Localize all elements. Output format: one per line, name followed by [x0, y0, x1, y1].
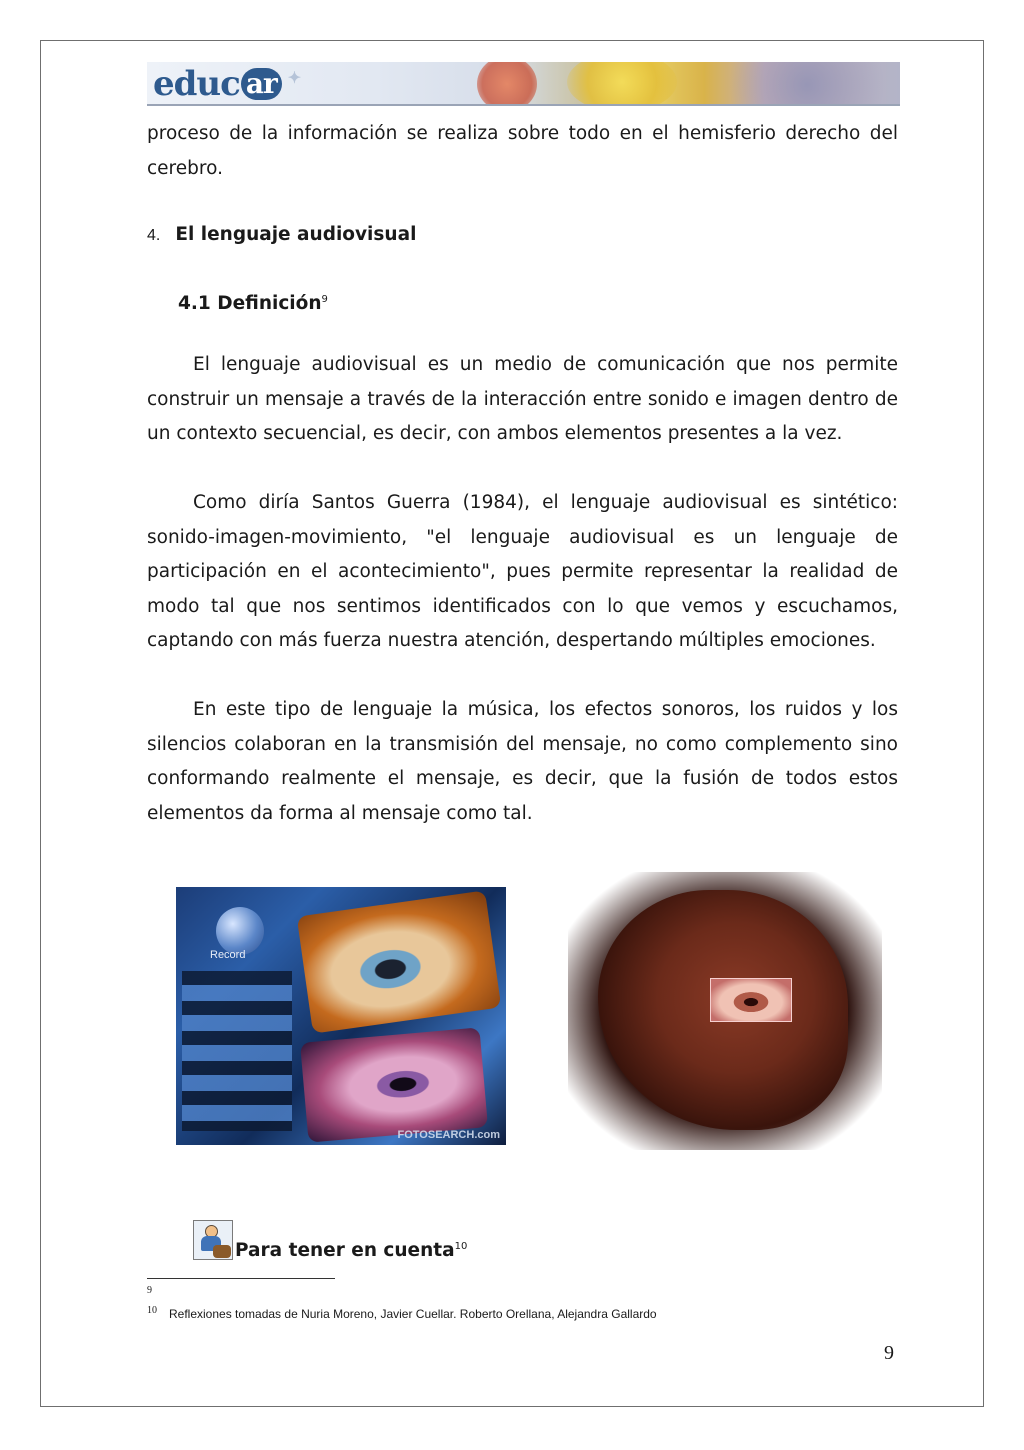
tip-title: Para tener en cuenta — [235, 1240, 455, 1261]
section-title: El lenguaje audiovisual — [175, 224, 417, 245]
banner-decoration — [707, 62, 900, 106]
section-heading — [147, 224, 416, 245]
person-bag — [213, 1245, 231, 1258]
footnote-10 — [147, 1305, 657, 1321]
eye-image — [300, 1027, 488, 1142]
footnote-ref[interactable]: 9 — [321, 293, 328, 305]
footnote-text: Reflexiones tomadas de Nuria Moreno, Javier Cuellar. Roberto Orellana, Alejandra Gallardo — [169, 1307, 657, 1321]
subsection-heading — [178, 293, 328, 314]
footnote-mark: 10 — [147, 1305, 157, 1316]
footnote-9 — [147, 1285, 152, 1296]
footnote-separator — [147, 1278, 335, 1279]
footnote-mark: 9 — [147, 1285, 152, 1296]
intro-paragraph: proceso de la información se realiza sobre todo en el hemisferio derecho del cerebro. — [147, 123, 898, 179]
banner-rule — [147, 104, 900, 106]
record-disc-icon — [216, 907, 264, 955]
thinking-person-icon — [193, 1220, 233, 1260]
banner-decoration — [567, 62, 677, 106]
ear-eye-image — [568, 872, 882, 1150]
eye-image — [710, 978, 792, 1022]
logo-text: educ — [153, 64, 240, 104]
screens-collage — [182, 971, 292, 1131]
paragraph-santos-guerra: Como diría Santos Guerra (1984), el lenguaje audiovisual es sintético: sonido-imagen-movimiento, "el lenguaje audiovisual es un lenguaje de participación en el acontecimiento", pues permite representar la realidad de modo tal que nos sentimos identificados con lo que vemos y escuchamos, captando con más fuerza nuestra atención, despertando múltiples emociones. — [147, 492, 898, 651]
section-number: 4. — [147, 227, 161, 244]
paragraph-definition: El lenguaje audiovisual es un medio de comunicación que nos permite construir un mensaje a través de la interacción entre sonido e imagen dentro de un contexto secuencial, es decir, con ambos elementos presentes a la vez. — [147, 354, 898, 444]
paragraph-music: En este tipo de lenguaje la música, los efectos sonoros, los ruidos y los silencios colaboran en la transmisión del mensaje, no como complemento sino conformando realmente el mensaje, es decir, que la fusión de todos estos elementos da forma al mensaje como tal. — [147, 699, 898, 824]
header-banner — [147, 62, 900, 106]
educar-logo — [153, 64, 300, 104]
page-number: 9 — [884, 1342, 894, 1364]
footnote-ref[interactable]: 10 — [454, 1240, 468, 1252]
record-label: Record — [210, 949, 246, 961]
banner-decoration — [477, 62, 537, 106]
star-icon: ✦ — [287, 67, 301, 87]
logo-accent: ar — [241, 68, 282, 100]
subsection-title: 4.1 Definición — [178, 293, 322, 314]
eyes-screens-image — [176, 887, 506, 1145]
fotosearch-watermark: FOTOSEARCH.com — [397, 1129, 500, 1141]
eye-image — [297, 890, 502, 1033]
tip-heading — [235, 1240, 467, 1261]
